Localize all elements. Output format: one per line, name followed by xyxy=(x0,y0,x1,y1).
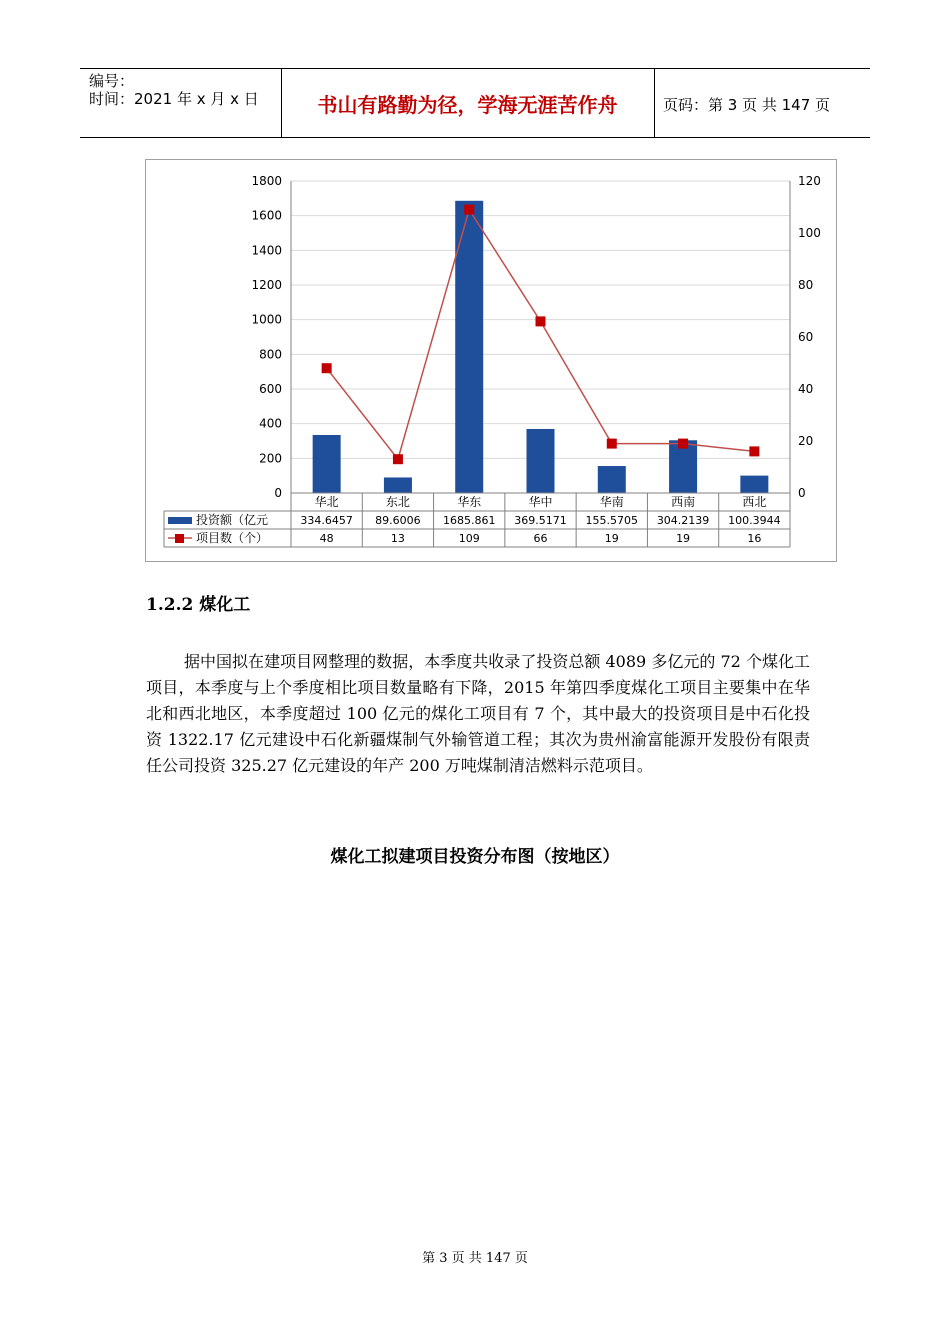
data-label-investment: 334.6457 xyxy=(300,514,353,527)
y-left-tick-label: 400 xyxy=(259,416,282,431)
data-label-investment: 100.3944 xyxy=(728,514,781,527)
header-meta xyxy=(89,72,259,108)
data-label-projects: 19 xyxy=(676,532,691,545)
y-right-tick-label: 60 xyxy=(798,330,814,344)
line-point xyxy=(464,205,474,215)
data-label-investment: 89.6006 xyxy=(375,514,421,527)
legend-label-projects: 项目数（个） xyxy=(196,531,269,545)
legend-swatch-bar xyxy=(168,517,192,524)
y-left-tick-label: 800 xyxy=(259,347,282,362)
line-point xyxy=(322,363,332,373)
bar xyxy=(740,476,768,493)
line-point xyxy=(607,439,617,449)
bar xyxy=(598,466,626,493)
x-category-label: 华北 xyxy=(314,495,339,509)
line-point xyxy=(393,454,403,464)
page-header xyxy=(80,68,870,138)
header-divider xyxy=(654,69,655,137)
legend-label-investment: 投资额（亿元 xyxy=(196,513,269,527)
y-right-tick-label: 0 xyxy=(798,486,806,500)
series-line xyxy=(327,210,755,460)
y-left-tick-label: 200 xyxy=(259,451,282,466)
bar xyxy=(527,429,555,493)
data-label-investment: 369.5171 xyxy=(514,514,567,527)
section-paragraph: 据中国拟在建项目网整理的数据，本季度共收录了投资总额 4089 多亿元的 72 个煤化工项目，本季度与上个季度相比项目数量略有下降，2015 年第四季度煤化工项目主要集中在华北和西北地区，本季度超过 100 亿元的煤化工项目有 7 个，其中最大的投资项目是中石化投资 1322.17 亿元建设中石化新疆煤制气外输管道工程；其次为贵州渝富能源开发股份有限责任公司投资 325.27 亿元建设的年产 200 万吨煤制清洁燃料示范项目。 xyxy=(146,652,810,775)
y-left-tick-label: 1000 xyxy=(251,312,282,327)
chart-canvas xyxy=(146,160,836,561)
y-left-tick-label: 0 xyxy=(274,486,282,500)
x-category-label: 东北 xyxy=(385,495,410,509)
y-left-tick-label: 600 xyxy=(259,382,282,396)
y-right-tick-label: 100 xyxy=(798,226,821,240)
header-motto: 书山有路勤为径，学海无涯苦作舟 xyxy=(317,92,618,117)
page-footer: 第 3 页 共 147 页 xyxy=(422,1251,528,1266)
x-category-label: 西南 xyxy=(671,495,696,509)
y-right-tick-label: 20 xyxy=(798,434,814,448)
data-label-projects: 16 xyxy=(747,532,762,545)
y-left-tick-label: 1600 xyxy=(251,208,282,223)
data-label-investment: 304.2139 xyxy=(656,514,710,527)
data-label-investment: 155.5705 xyxy=(585,514,639,527)
header-page-info: 页码：第 3 页 共 147 页 xyxy=(663,96,831,114)
x-category-label: 华东 xyxy=(457,495,482,509)
time-label: 时间：2021 年 x 月 x 日 xyxy=(89,90,259,108)
figure-title: 煤化工拟建项目投资分布图（按地区） xyxy=(330,847,620,867)
line-point xyxy=(749,446,759,456)
section-title: 1.2.2 煤化工 xyxy=(146,595,251,615)
investment-chart xyxy=(145,159,837,562)
x-category-label: 西北 xyxy=(742,495,767,509)
y-right-tick-label: 120 xyxy=(798,174,821,188)
y-right-tick-label: 40 xyxy=(798,382,814,396)
y-left-tick-label: 1400 xyxy=(251,243,282,258)
data-label-investment: 1685.861 xyxy=(442,514,496,527)
legend-swatch-marker xyxy=(175,534,184,543)
y-right-tick-label: 80 xyxy=(798,278,814,292)
bar xyxy=(313,435,341,493)
x-category-label: 华南 xyxy=(599,495,624,509)
data-label-projects: 109 xyxy=(458,532,480,545)
y-left-tick-label: 1200 xyxy=(251,278,282,292)
y-left-tick-label: 1800 xyxy=(251,174,282,188)
data-label-projects: 19 xyxy=(604,532,619,545)
bar xyxy=(384,477,412,493)
x-category-label: 华中 xyxy=(528,495,553,509)
data-label-projects: 13 xyxy=(390,532,405,545)
number-label: 编号： xyxy=(89,72,135,90)
line-point xyxy=(536,316,546,326)
data-label-projects: 66 xyxy=(533,532,548,545)
data-label-projects: 48 xyxy=(319,532,334,545)
line-point xyxy=(678,439,688,449)
